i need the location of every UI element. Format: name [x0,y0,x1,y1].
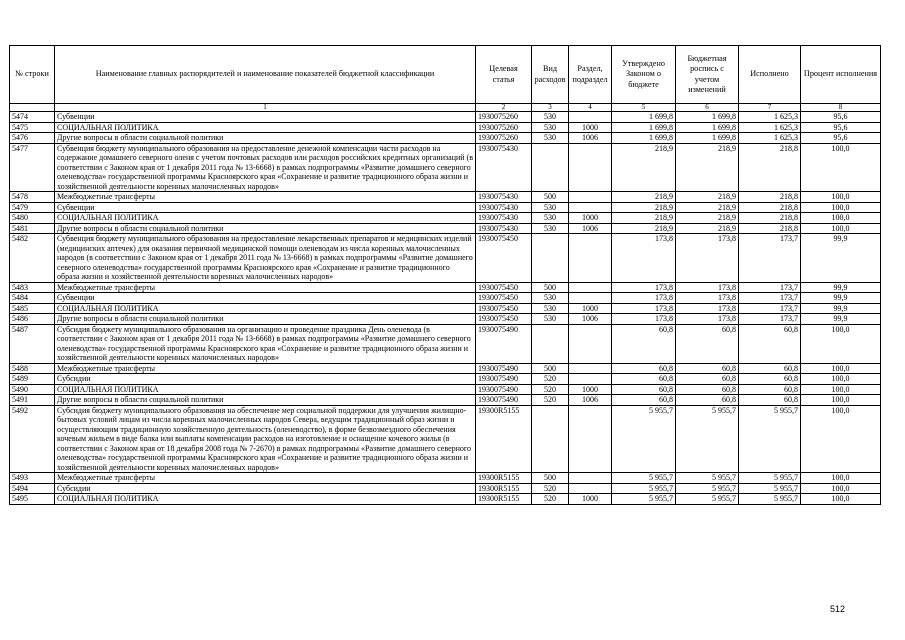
executed-amount: 60,8 [739,384,801,395]
table-row [10,143,881,192]
executed-amount: 1 625,3 [739,122,801,133]
expense-type: 530 [532,303,569,314]
column-number: 6 [676,104,739,112]
approved-amount: 1 699,8 [612,112,676,123]
table-row [10,282,881,293]
schedule-amount: 218,9 [676,202,739,213]
page-number: 512 [830,604,846,614]
target-article: 1930075430 [476,202,532,213]
section-code [569,374,612,385]
approved-amount: 5 955,7 [612,483,676,494]
table-row [10,293,881,304]
header-percent: Процент исполнения [801,46,881,104]
column-number: 4 [569,104,612,112]
approved-amount: 173,8 [612,282,676,293]
table-row [10,213,881,224]
execution-percent: 100,0 [801,395,881,406]
executed-amount: 1 625,3 [739,133,801,144]
executed-amount: 173,7 [739,282,801,293]
target-article: 1930075430 [476,192,532,203]
section-code: 1000 [569,122,612,133]
target-article: 1930075450 [476,303,532,314]
approved-amount: 173,8 [612,293,676,304]
target-article: 1930075450 [476,293,532,304]
schedule-amount: 173,8 [676,303,739,314]
indicator-name: Межбюджетные трансферты [55,363,476,374]
schedule-amount: 60,8 [676,324,739,363]
executed-amount: 173,7 [739,303,801,314]
row-number: 5494 [10,483,55,494]
schedule-amount: 1 699,8 [676,112,739,123]
approved-amount: 60,8 [612,374,676,385]
executed-amount: 5 955,7 [739,405,801,473]
expense-type: 520 [532,483,569,494]
approved-amount: 218,9 [612,192,676,203]
expense-type: 530 [532,133,569,144]
execution-percent: 100,0 [801,374,881,385]
expense-type: 530 [532,314,569,325]
schedule-amount: 5 955,7 [676,494,739,505]
table-row [10,122,881,133]
row-number: 5479 [10,202,55,213]
executed-amount: 173,7 [739,293,801,304]
row-number: 5486 [10,314,55,325]
target-article: 1930075490 [476,374,532,385]
expense-type: 530 [532,122,569,133]
approved-amount: 60,8 [612,324,676,363]
budget-table [9,45,881,505]
table-row [10,494,881,505]
row-number: 5476 [10,133,55,144]
row-number: 5487 [10,324,55,363]
indicator-name: Субвенция бюджету муниципального образования на предоставление лекарственных препаратов и медицинских изделий (медицинских аптечек) для оказания первичной медицинской помощи оленеводам из числа коренных малочисленных народов (в соответствии с Законом края от 1 декабря 2011 года № 13-6668) в рамках подпрограммы «Развитие домашнего северного оленеводства» государственной программы Красноярского края «Сохранение и развитие традиционного образа жизни и хозяйственной деятельности коренных малочисленных народов» [55,234,476,283]
row-number: 5480 [10,213,55,224]
execution-percent: 100,0 [801,384,881,395]
column-number: 7 [739,104,801,112]
target-article: 1930075260 [476,112,532,123]
approved-amount: 173,8 [612,314,676,325]
execution-percent: 95,6 [801,133,881,144]
schedule-amount: 218,9 [676,223,739,234]
expense-type: 500 [532,192,569,203]
section-code [569,202,612,213]
header-expense-type: Вид расходов [532,46,569,104]
target-article: 1930075450 [476,314,532,325]
execution-percent: 100,0 [801,213,881,224]
execution-percent: 100,0 [801,324,881,363]
approved-amount: 1 699,8 [612,133,676,144]
approved-amount: 5 955,7 [612,473,676,484]
header-schedule: Бюджетная роспись с учетом изменений [676,46,739,104]
indicator-name: Субвенции [55,112,476,123]
execution-percent: 99,9 [801,234,881,283]
table-row [10,133,881,144]
row-number: 5475 [10,122,55,133]
indicator-name: Субсидия бюджету муниципального образования на организацию и проведение праздника День оленевода (в соответствии с Законом края от 1 декабря 2011 года № 13-6668) в рамках подпрограммы «Развитие домашнего северного оленеводства» государственной программы Красноярского края «Сохранение и развитие традиционного образа жизни и хозяйственной деятельности коренных малочисленных народов» [55,324,476,363]
indicator-name: СОЦИАЛЬНАЯ ПОЛИТИКА [55,213,476,224]
executed-amount: 218,8 [739,213,801,224]
indicator-name: Субсидии [55,374,476,385]
executed-amount: 218,8 [739,143,801,192]
expense-type: 500 [532,473,569,484]
target-article: 1930075430 [476,223,532,234]
approved-amount: 5 955,7 [612,405,676,473]
schedule-amount: 173,8 [676,282,739,293]
indicator-name: СОЦИАЛЬНАЯ ПОЛИТИКА [55,122,476,133]
indicator-name: Субсидия бюджету муниципального образования на обеспечение мер социальной поддержки для улучшения жилищно-бытовых условий лицам из числа коренных малочисленных народов Севера, ведущим традиционный образ жизни и осуществляющим традиционную хозяйственную деятельность (оленеводство), в форме безвозмездного обеспечения кочевым жильем в виде балка или выплаты компенсации расходов на изготовление и оснащение кочевого жилья (в соответствии с Законом края от 18 декабря 2008 года № 7-2670) в рамках подпрограммы «Развитие домашнего северного оленеводства» государственной программы Красноярского края «Сохранение и развитие традиционного образа жизни и хозяйственной деятельности коренных малочисленных народов» [55,405,476,473]
schedule-amount: 173,8 [676,293,739,304]
section-code [569,192,612,203]
header-row [10,46,881,104]
indicator-name: Субвенции [55,202,476,213]
executed-amount: 173,7 [739,234,801,283]
section-code [569,473,612,484]
schedule-amount: 1 699,8 [676,133,739,144]
column-number: 5 [612,104,676,112]
approved-amount: 60,8 [612,395,676,406]
schedule-amount: 5 955,7 [676,483,739,494]
target-article: 1930075490 [476,384,532,395]
expense-type [532,143,569,192]
execution-percent: 100,0 [801,143,881,192]
indicator-name: СОЦИАЛЬНАЯ ПОЛИТИКА [55,303,476,314]
expense-type: 520 [532,395,569,406]
expense-type: 500 [532,282,569,293]
expense-type: 530 [532,112,569,123]
approved-amount: 218,9 [612,143,676,192]
target-article: 1930075260 [476,122,532,133]
execution-percent: 100,0 [801,483,881,494]
expense-type: 530 [532,293,569,304]
table-row [10,234,881,283]
target-article: 19300R5155 [476,473,532,484]
schedule-amount: 173,8 [676,234,739,283]
column-number: 2 [476,104,532,112]
approved-amount: 173,8 [612,303,676,314]
expense-type: 520 [532,374,569,385]
table-row [10,314,881,325]
column-number [10,104,55,112]
execution-percent: 100,0 [801,223,881,234]
schedule-amount: 173,8 [676,314,739,325]
schedule-amount: 60,8 [676,395,739,406]
row-number: 5482 [10,234,55,283]
indicator-name: Другие вопросы в области социальной политики [55,314,476,325]
row-number: 5489 [10,374,55,385]
row-number: 5478 [10,192,55,203]
table-row [10,223,881,234]
table-row [10,374,881,385]
execution-percent: 100,0 [801,192,881,203]
indicator-name: Субвенция бюджету муниципального образования на предоставление денежной компенсации части расходов на содержание домашнего северного оленя с учетом почтовых расходов или расходов российских кредитных организаций (в соответствии с Законом края от 1 декабря 2011 года № 13-6668) в рамках подпрограммы «Развитие домашнего северного оленеводства» государственной программы Красноярского края «Сохранение и развитие традиционного образа жизни и хозяйственной деятельности коренных малочисленных народов» [55,143,476,192]
header-approved: Утверждено Законом о бюджете [612,46,676,104]
row-number: 5485 [10,303,55,314]
target-article: 1930075260 [476,133,532,144]
schedule-amount: 60,8 [676,363,739,374]
row-number: 5474 [10,112,55,123]
execution-percent: 95,6 [801,112,881,123]
execution-percent: 100,0 [801,405,881,473]
header-target-article: Целевая статья [476,46,532,104]
schedule-amount: 218,9 [676,213,739,224]
indicator-name: Межбюджетные трансферты [55,473,476,484]
approved-amount: 1 699,8 [612,122,676,133]
section-code: 1000 [569,384,612,395]
execution-percent: 100,0 [801,202,881,213]
section-code [569,143,612,192]
executed-amount: 5 955,7 [739,473,801,484]
expense-type [532,234,569,283]
column-number: 3 [532,104,569,112]
executed-amount: 60,8 [739,324,801,363]
schedule-amount: 5 955,7 [676,473,739,484]
execution-percent: 95,6 [801,122,881,133]
table-row [10,395,881,406]
table-row [10,483,881,494]
target-article: 1930075450 [476,234,532,283]
schedule-amount: 218,9 [676,192,739,203]
execution-percent: 99,9 [801,293,881,304]
target-article: 19300R5155 [476,494,532,505]
table-row [10,202,881,213]
indicator-name: СОЦИАЛЬНАЯ ПОЛИТИКА [55,494,476,505]
approved-amount: 60,8 [612,363,676,374]
section-code: 1000 [569,303,612,314]
indicator-name: Межбюджетные трансферты [55,282,476,293]
execution-percent: 99,9 [801,314,881,325]
section-code: 1006 [569,133,612,144]
section-code [569,282,612,293]
target-article: 19300R5155 [476,483,532,494]
table-row [10,405,881,473]
execution-percent: 100,0 [801,494,881,505]
executed-amount: 218,8 [739,192,801,203]
target-article: 1930075490 [476,324,532,363]
section-code [569,483,612,494]
section-code [569,234,612,283]
expense-type: 530 [532,202,569,213]
row-number: 5492 [10,405,55,473]
section-code [569,112,612,123]
table-row [10,303,881,314]
table-body [10,112,881,505]
indicator-name: Субвенции [55,293,476,304]
expense-type: 520 [532,384,569,395]
executed-amount: 1 625,3 [739,112,801,123]
schedule-amount: 1 699,8 [676,122,739,133]
approved-amount: 60,8 [612,384,676,395]
column-number: 8 [801,104,881,112]
header-name: Наименование главных распорядителей и наименование показателей бюджетной классификации [55,46,476,104]
table-row [10,192,881,203]
header-section: Раздел, подраздел [569,46,612,104]
target-article: 1930075450 [476,282,532,293]
section-code: 1006 [569,395,612,406]
executed-amount: 218,8 [739,202,801,213]
row-number: 5484 [10,293,55,304]
header-executed: Исполнено [739,46,801,104]
section-code: 1000 [569,494,612,505]
target-article: 19300R5155 [476,405,532,473]
executed-amount: 173,7 [739,314,801,325]
row-number: 5491 [10,395,55,406]
header-row-no: № строки [10,46,55,104]
section-code: 1006 [569,314,612,325]
section-code [569,405,612,473]
schedule-amount: 60,8 [676,374,739,385]
section-code: 1006 [569,223,612,234]
approved-amount: 218,9 [612,202,676,213]
indicator-name: СОЦИАЛЬНАЯ ПОЛИТИКА [55,384,476,395]
execution-percent: 99,9 [801,303,881,314]
execution-percent: 99,9 [801,282,881,293]
row-number: 5488 [10,363,55,374]
schedule-amount: 218,9 [676,143,739,192]
expense-type: 500 [532,363,569,374]
indicator-name: Другие вопросы в области социальной политики [55,223,476,234]
indicator-name: Другие вопросы в области социальной политики [55,133,476,144]
approved-amount: 218,9 [612,213,676,224]
target-article: 1930075490 [476,363,532,374]
section-code [569,324,612,363]
row-number: 5495 [10,494,55,505]
section-code [569,293,612,304]
section-code: 1000 [569,213,612,224]
approved-amount: 5 955,7 [612,494,676,505]
row-number: 5490 [10,384,55,395]
execution-percent: 100,0 [801,473,881,484]
expense-type [532,405,569,473]
expense-type: 530 [532,223,569,234]
table-row [10,112,881,123]
expense-type [532,324,569,363]
executed-amount: 5 955,7 [739,494,801,505]
table-row [10,363,881,374]
executed-amount: 60,8 [739,374,801,385]
column-number: 1 [55,104,476,112]
schedule-amount: 60,8 [676,384,739,395]
target-article: 1930075430 [476,143,532,192]
target-article: 1930075430 [476,213,532,224]
row-number: 5481 [10,223,55,234]
table-row [10,384,881,395]
executed-amount: 60,8 [739,363,801,374]
approved-amount: 173,8 [612,234,676,283]
expense-type: 530 [532,213,569,224]
table-row [10,473,881,484]
row-number: 5477 [10,143,55,192]
expense-type: 520 [532,494,569,505]
approved-amount: 218,9 [612,223,676,234]
column-number-row [10,104,881,112]
indicator-name: Субсидии [55,483,476,494]
executed-amount: 5 955,7 [739,483,801,494]
target-article: 1930075490 [476,395,532,406]
section-code [569,363,612,374]
row-number: 5483 [10,282,55,293]
row-number: 5493 [10,473,55,484]
executed-amount: 218,8 [739,223,801,234]
schedule-amount: 5 955,7 [676,405,739,473]
executed-amount: 60,8 [739,395,801,406]
execution-percent: 100,0 [801,363,881,374]
indicator-name: Межбюджетные трансферты [55,192,476,203]
indicator-name: Другие вопросы в области социальной политики [55,395,476,406]
table-row [10,324,881,363]
